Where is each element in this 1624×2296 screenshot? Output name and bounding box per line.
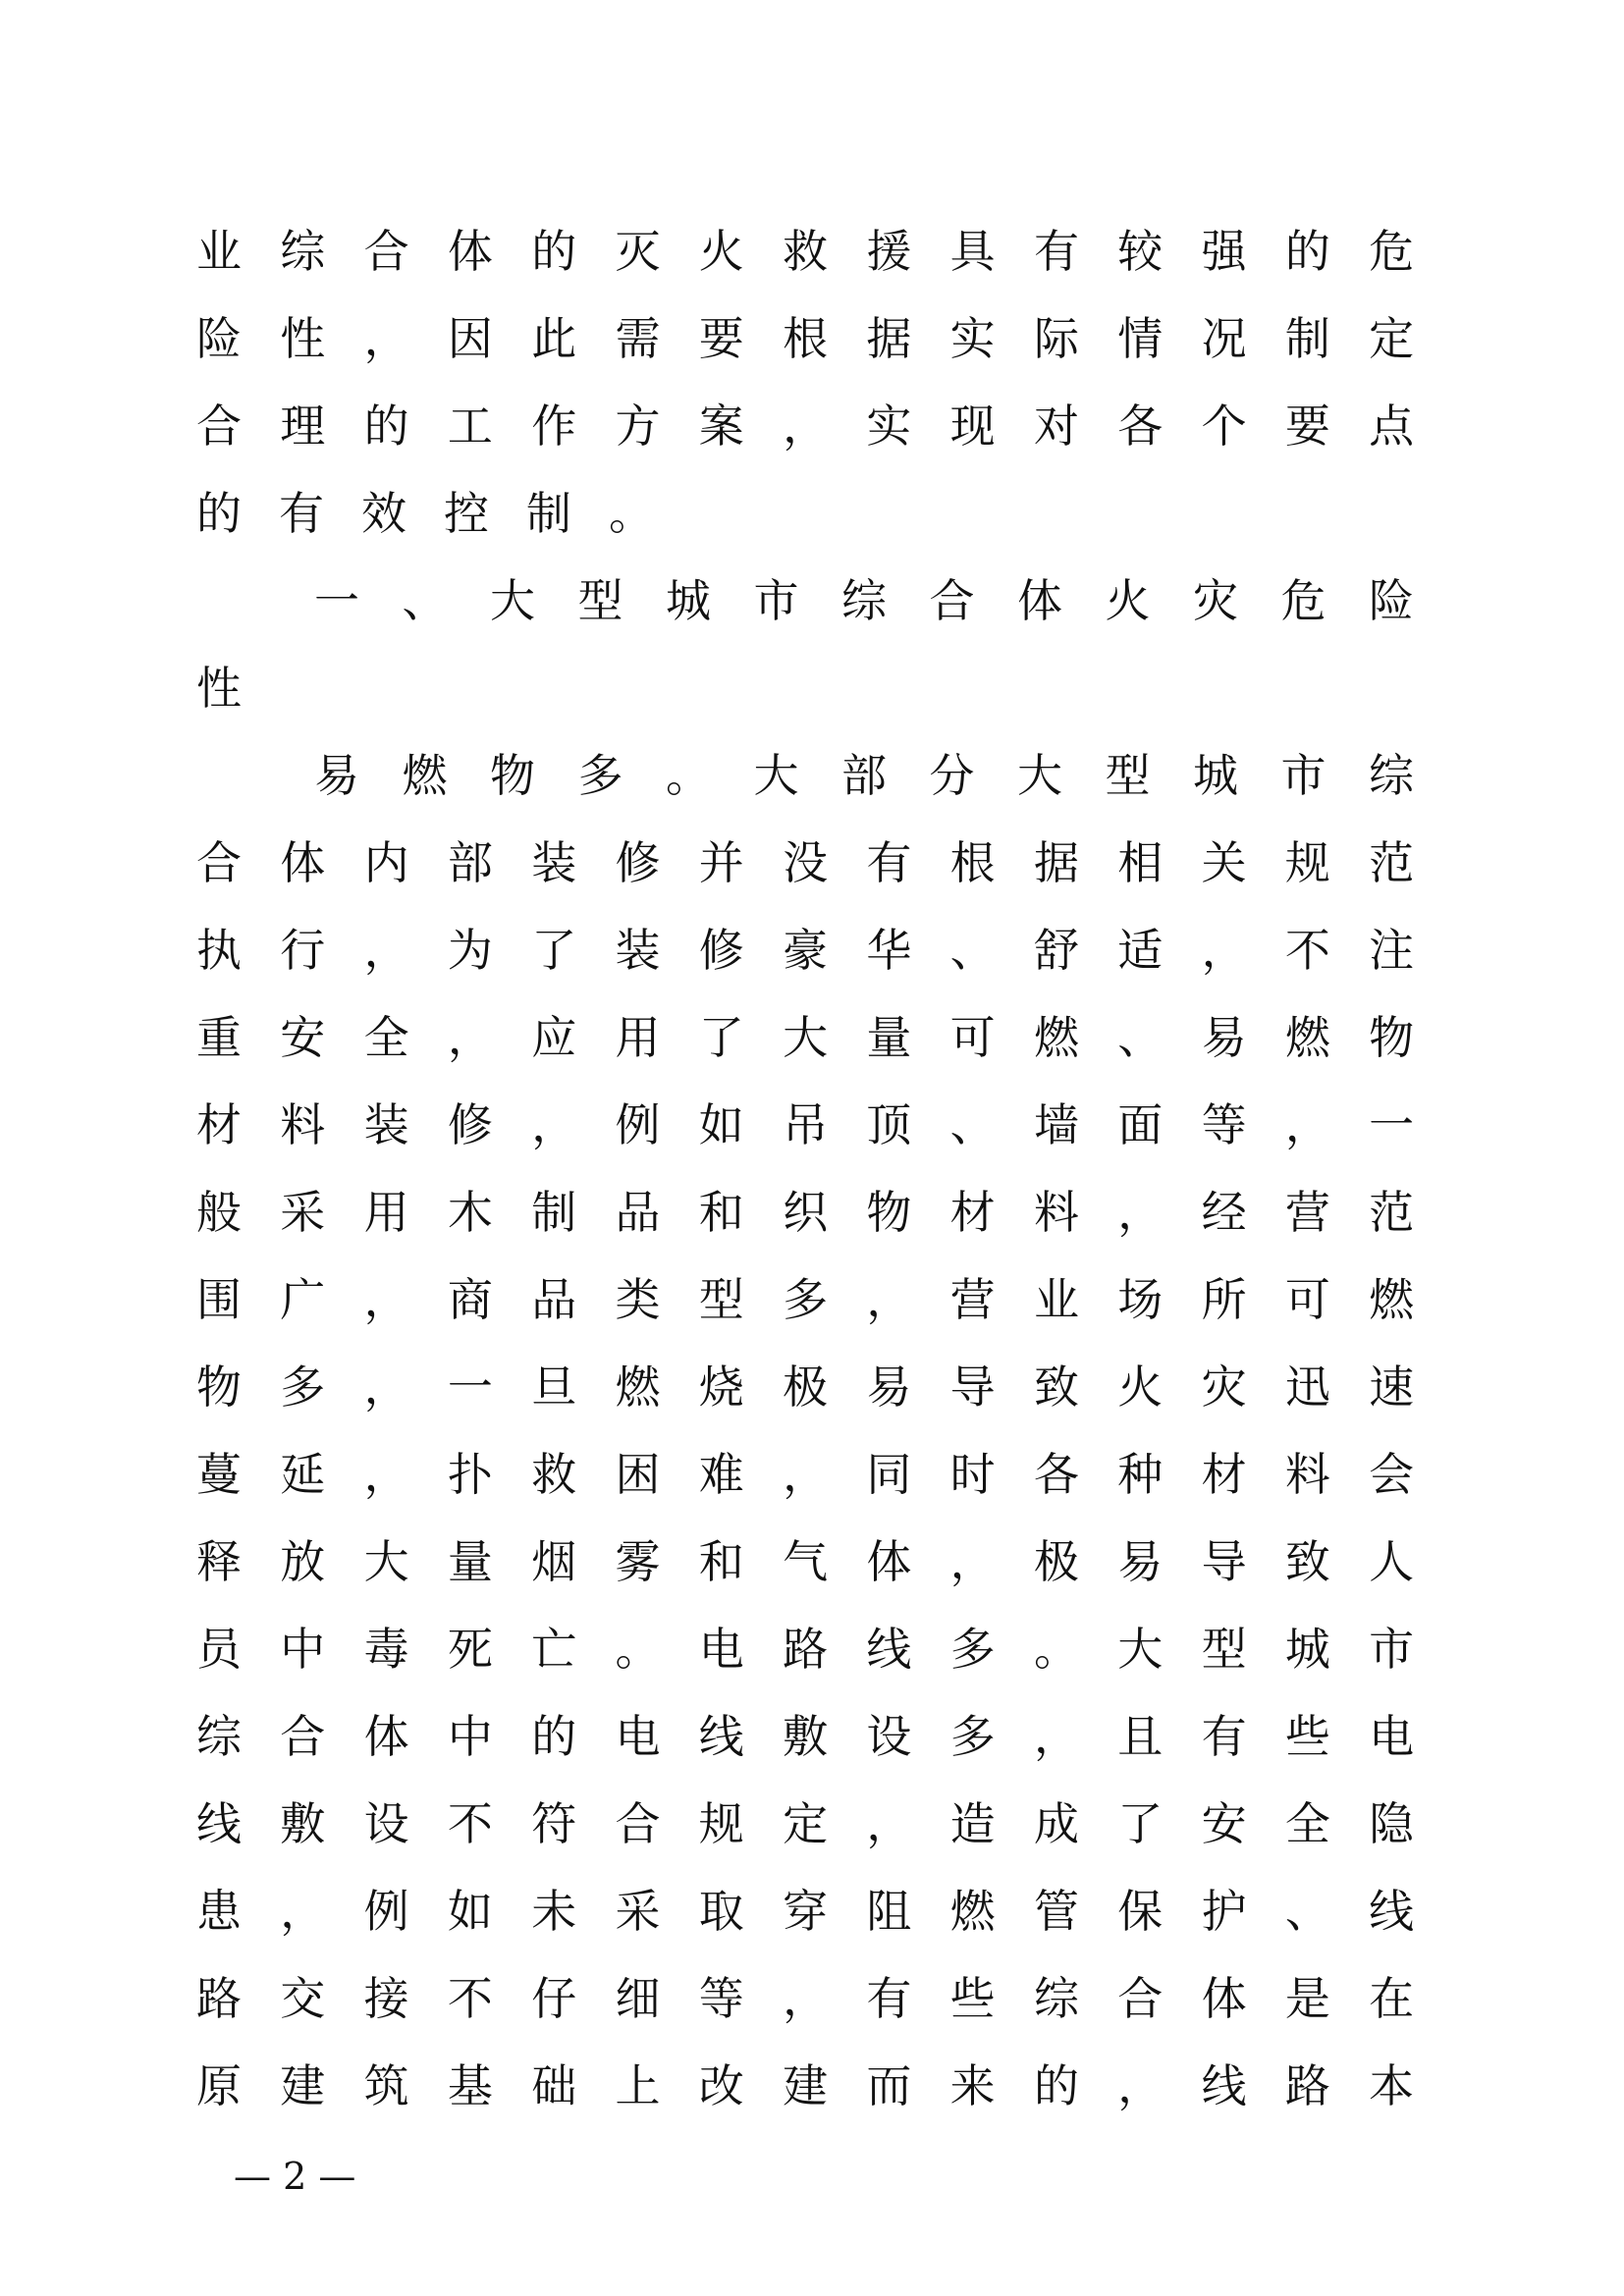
text-line: 合 体 内 部 装 修 并 没 有 根 据 相 关 规 范 xyxy=(196,836,1415,889)
text-line: 易 燃 物 多 。 大 部 分 大 型 城 市 综 xyxy=(314,749,1414,802)
text-line: 路 交 接 不 仔 细 等 ， 有 些 综 合 体 是 在 xyxy=(196,1972,1415,2025)
text-line: 蔓 延 ， 扑 救 困 难 ， 同 时 各 种 材 料 会 xyxy=(196,1448,1415,1501)
text-line: 合 理 的 工 作 方 案 ， 实 现 对 各 个 要 点 xyxy=(196,400,1415,453)
text-line: 般 采 用 木 制 品 和 织 物 材 料 ， 经 营 范 xyxy=(196,1186,1415,1239)
text-line: 材 料 装 修 ， 例 如 吊 顶 、 墙 面 等 ， 一 xyxy=(196,1098,1415,1151)
text-line: 的有效控制。 xyxy=(196,487,691,540)
text-line: 围 广 ， 商 品 类 型 多 ， 营 业 场 所 可 燃 xyxy=(196,1273,1415,1326)
text-line: 险 性 ， 因 此 需 要 根 据 实 际 情 况 制 定 xyxy=(196,312,1415,365)
text-line: 综 合 体 中 的 电 线 敷 设 多 ， 且 有 些 电 xyxy=(196,1710,1415,1763)
section-heading: 一 、 大 型 城 市 综 合 体 火 灾 危 险 xyxy=(314,574,1414,627)
text-line: 释 放 大 量 烟 雾 和 气 体 ， 极 易 导 致 人 xyxy=(196,1535,1415,1588)
text-line: 重 安 全 ， 应 用 了 大 量 可 燃 、 易 燃 物 xyxy=(196,1011,1415,1064)
text-line: 物 多 ， 一 旦 燃 烧 极 易 导 致 火 灾 迅 速 xyxy=(196,1361,1415,1414)
text-line: 患 ， 例 如 未 采 取 穿 阻 燃 管 保 护 、 线 xyxy=(196,1885,1415,1938)
text-line: 线 敷 设 不 符 合 规 定 ， 造 成 了 安 全 隐 xyxy=(196,1797,1415,1850)
body-text xyxy=(196,208,1414,2130)
page-number: — 2 — xyxy=(234,2155,356,2198)
text-line: 原 建 筑 基 础 上 改 建 而 来 的 ， 线 路 本 xyxy=(196,2059,1415,2112)
text-line: 业 综 合 体 的 灭 火 救 援 具 有 较 强 的 危 xyxy=(196,225,1415,278)
text-line: 员 中 毒 死 亡 。 电 路 线 多 。 大 型 城 市 xyxy=(196,1623,1415,1676)
text-line: 执 行 ， 为 了 装 修 豪 华 、 舒 适 ， 不 注 xyxy=(196,924,1415,977)
section-heading-continuation: 性 xyxy=(196,662,279,715)
